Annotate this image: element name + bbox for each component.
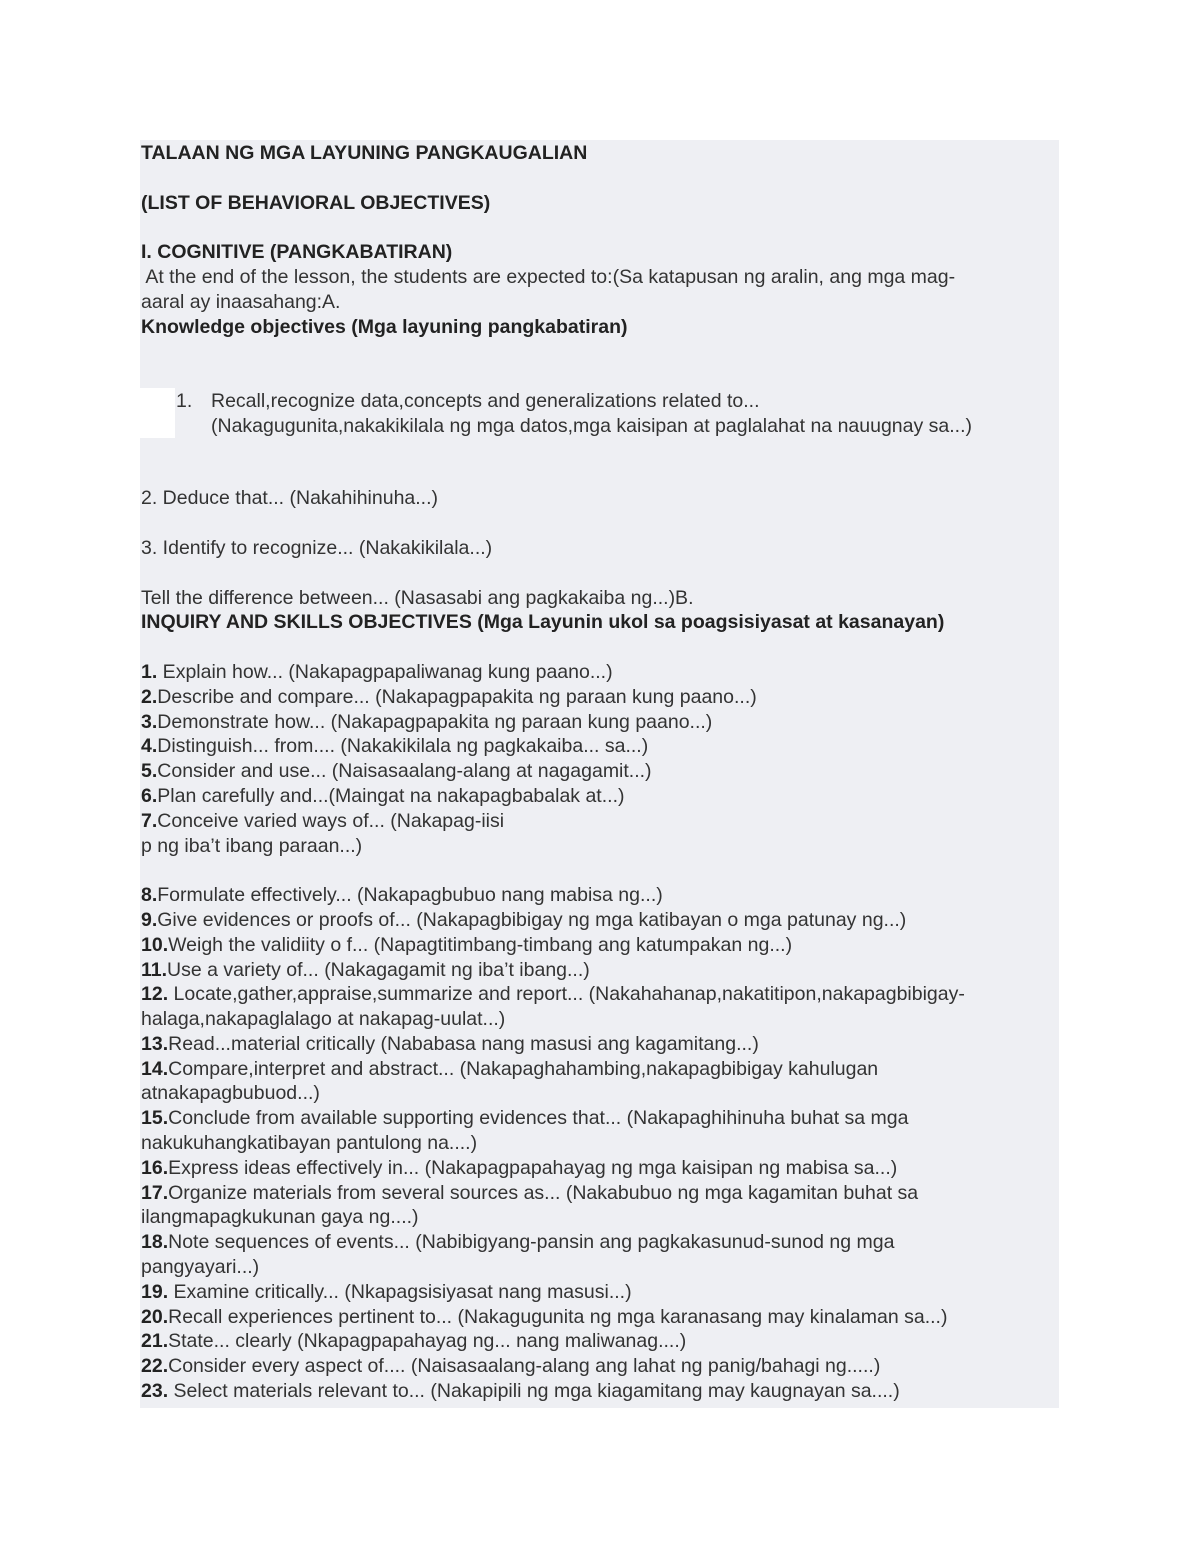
knowledge-item-1 bbox=[141, 389, 1057, 439]
skills-item bbox=[141, 883, 1057, 908]
section2-heading: INQUIRY AND SKILLS OBJECTIVES (Mga Layunin ukol sa poagsisiyasat at kasanayan) bbox=[141, 611, 945, 634]
skills-item-text: Consider and use... (Naisasaalang-alang at nagagamit...) bbox=[157, 760, 652, 783]
skills-item-text: Recall experiences pertinent to... (Nakagugunita ng mga karanasang may kinalaman sa...) bbox=[168, 1305, 948, 1328]
skills-item-number: 8. bbox=[141, 884, 158, 907]
skills-item-number: 2. bbox=[141, 685, 158, 708]
skills-item bbox=[141, 759, 1057, 784]
skills-item bbox=[141, 1379, 1057, 1404]
skills-item bbox=[141, 809, 1057, 834]
skills-item-text: Plan carefully and...(Maingat na nakapagbabalak at...) bbox=[157, 784, 625, 807]
section1-intro-line1: At the end of the lesson, the students are expected to:(Sa katapusan ng aralin, ang mga mag- bbox=[141, 265, 956, 288]
skills-item bbox=[141, 1057, 1057, 1082]
skills-item-text: Use a variety of... (Nakagagamit ng iba’t ibang...) bbox=[167, 958, 590, 981]
skills-item-text: Note sequences of events... (Nabibigyang-pansin ang pagkakasunud-sunod ng mga bbox=[168, 1231, 895, 1254]
skills-item-text: Conceive varied ways of... (Nakapag-iisi bbox=[157, 809, 505, 832]
skills-item bbox=[141, 908, 1057, 933]
skills-item-text: Formulate effectively... (Nakapagbubuo nang mabisa ng...) bbox=[157, 884, 663, 907]
skills-item-text: Weigh the validiity o f... (Napagtitimbang-timbang ang katumpakan ng...) bbox=[168, 933, 793, 956]
skills-item bbox=[141, 710, 1057, 735]
section1-intro-line2: aaral ay inaasahang:A. bbox=[141, 290, 341, 313]
skills-item-text: Describe and compare... (Nakapagpapakita ng paraan kung paano...) bbox=[157, 685, 757, 708]
skills-item-number: 13. bbox=[141, 1032, 169, 1055]
document-subtitle: (LIST OF BEHAVIORAL OBJECTIVES) bbox=[141, 191, 491, 214]
skills-item-text: Distinguish... from.... (Nakakikilala ng pagkakaiba... sa...) bbox=[157, 735, 649, 758]
skills-item-number: 12. bbox=[141, 983, 169, 1006]
skills-item-number: 3. bbox=[141, 710, 158, 733]
skills-item-continuation: pangyayari...) bbox=[141, 1256, 260, 1279]
skills-item-number: 7. bbox=[141, 809, 158, 832]
skills-item-text: Locate,gather,appraise,summarize and report... (Nakahahanap,nakatitipon,nakapagbibigay- bbox=[168, 983, 965, 1006]
skills-item-text: Give evidences or proofs of... (Nakapagbibigay ng mga katibayan o mga patunay ng...) bbox=[157, 908, 907, 931]
document-title: TALAAN NG MGA LAYUNING PANGKAUGALIAN bbox=[141, 142, 588, 164]
knowledge-item-2: 2. Deduce that... (Nakahihinuha...) bbox=[141, 487, 439, 510]
skills-item-text: Consider every aspect of.... (Naisasaalang-alang ang lahat ng panig/bahagi ng.....) bbox=[168, 1355, 881, 1378]
skills-item-text: Examine critically... (Nkapagsisiyasat nang masusi...) bbox=[168, 1280, 632, 1303]
skills-item-continuation: nakukuhangkatibayan pantulong na....) bbox=[141, 1132, 478, 1155]
skills-item-text: Explain how... (Nakapagpapaliwanag kung paano...) bbox=[157, 660, 613, 683]
skills-item-number: 14. bbox=[141, 1057, 169, 1080]
skills-item-text: State... clearly (Nkapagpapahayag ng... nang maliwanag....) bbox=[168, 1330, 687, 1353]
skills-item-number: 15. bbox=[141, 1107, 169, 1130]
skills-item bbox=[141, 685, 1057, 710]
skills-item-continuation: atnakapagbubuod...) bbox=[141, 1082, 320, 1105]
skills-item-text: Read...material critically (Nababasa nang masusi ang kagamitang...) bbox=[168, 1032, 759, 1055]
skills-item-continuation: p ng iba’t ibang paraan...) bbox=[141, 834, 363, 857]
document-body bbox=[141, 141, 1057, 1404]
skills-item-number: 9. bbox=[141, 908, 158, 931]
skills-item bbox=[141, 958, 1057, 983]
skills-item bbox=[141, 1032, 1057, 1057]
skills-item-number: 22. bbox=[141, 1355, 169, 1378]
skills-item-number: 18. bbox=[141, 1231, 169, 1254]
skills-item bbox=[141, 1329, 1057, 1354]
skills-item-number: 5. bbox=[141, 760, 158, 783]
knowledge-item-1-line1: Recall,recognize data,concepts and generalizations related to... bbox=[211, 389, 760, 412]
skills-item-number: 10. bbox=[141, 933, 169, 956]
skills-item-number: 6. bbox=[141, 784, 158, 807]
skills-item-text: Conclude from available supporting evidences that... (Nakapaghihinuha buhat sa mga bbox=[168, 1107, 909, 1130]
skills-item-number: 1. bbox=[141, 660, 158, 683]
knowledge-item-4: Tell the difference between... (Nasasabi ang pagkakaiba ng...)B. bbox=[141, 586, 694, 609]
skills-item-number: 17. bbox=[141, 1181, 169, 1204]
skills-item bbox=[141, 1181, 1057, 1206]
skills-item-number: 20. bbox=[141, 1305, 169, 1328]
skills-item-number: 21. bbox=[141, 1330, 169, 1353]
skills-item bbox=[141, 1354, 1057, 1379]
skills-item bbox=[141, 1305, 1057, 1330]
skills-item-number: 11. bbox=[141, 958, 168, 981]
skills-item-number: 16. bbox=[141, 1156, 169, 1179]
skills-item bbox=[141, 1106, 1057, 1131]
skills-item bbox=[141, 784, 1057, 809]
skills-item bbox=[141, 734, 1057, 759]
list-marker: 1. bbox=[176, 389, 193, 412]
skills-item-number: 19. bbox=[141, 1280, 169, 1303]
skills-item bbox=[141, 982, 1057, 1007]
skills-item bbox=[141, 1230, 1057, 1255]
skills-item-text: Compare,interpret and abstract... (Nakapaghahambing,nakapagbibigay kahulugan bbox=[168, 1057, 879, 1080]
skills-item-number: 4. bbox=[141, 735, 158, 758]
skills-item bbox=[141, 1156, 1057, 1181]
skills-item bbox=[141, 660, 1057, 685]
knowledge-item-3: 3. Identify to recognize... (Nakakikilala...) bbox=[141, 536, 493, 559]
skills-item-continuation: halaga,nakapaglalago at nakapag-uulat...) bbox=[141, 1008, 506, 1031]
skills-item-continuation: ilangmapagkukunan gaya ng....) bbox=[141, 1206, 419, 1229]
skills-item-number: 23. bbox=[141, 1380, 169, 1403]
skills-item-text: Organize materials from several sources as... (Nakabubuo ng mga kagamitan buhat sa bbox=[168, 1181, 919, 1204]
knowledge-heading: Knowledge objectives (Mga layuning pangkabatiran) bbox=[141, 315, 628, 338]
section1-heading: I. COGNITIVE (PANGKABATIRAN) bbox=[141, 241, 453, 264]
skills-item-text: Express ideas effectively in... (Nakapagpapahayag ng mga kaisipan ng mabisa sa...) bbox=[168, 1156, 898, 1179]
skills-item-text: Demonstrate how... (Nakapagpapakita ng paraan kung paano...) bbox=[157, 710, 713, 733]
skills-list bbox=[141, 660, 1057, 1404]
skills-item-text: Select materials relevant to... (Nakapipili ng mga kiagamitang may kaugnayan sa....) bbox=[168, 1380, 900, 1403]
knowledge-item-1-line2: (Nakagugunita,nakakikilala ng mga datos,mga kaisipan at paglalahat na nauugnay sa...) bbox=[211, 414, 972, 437]
skills-item bbox=[141, 1280, 1057, 1305]
skills-item bbox=[141, 933, 1057, 958]
